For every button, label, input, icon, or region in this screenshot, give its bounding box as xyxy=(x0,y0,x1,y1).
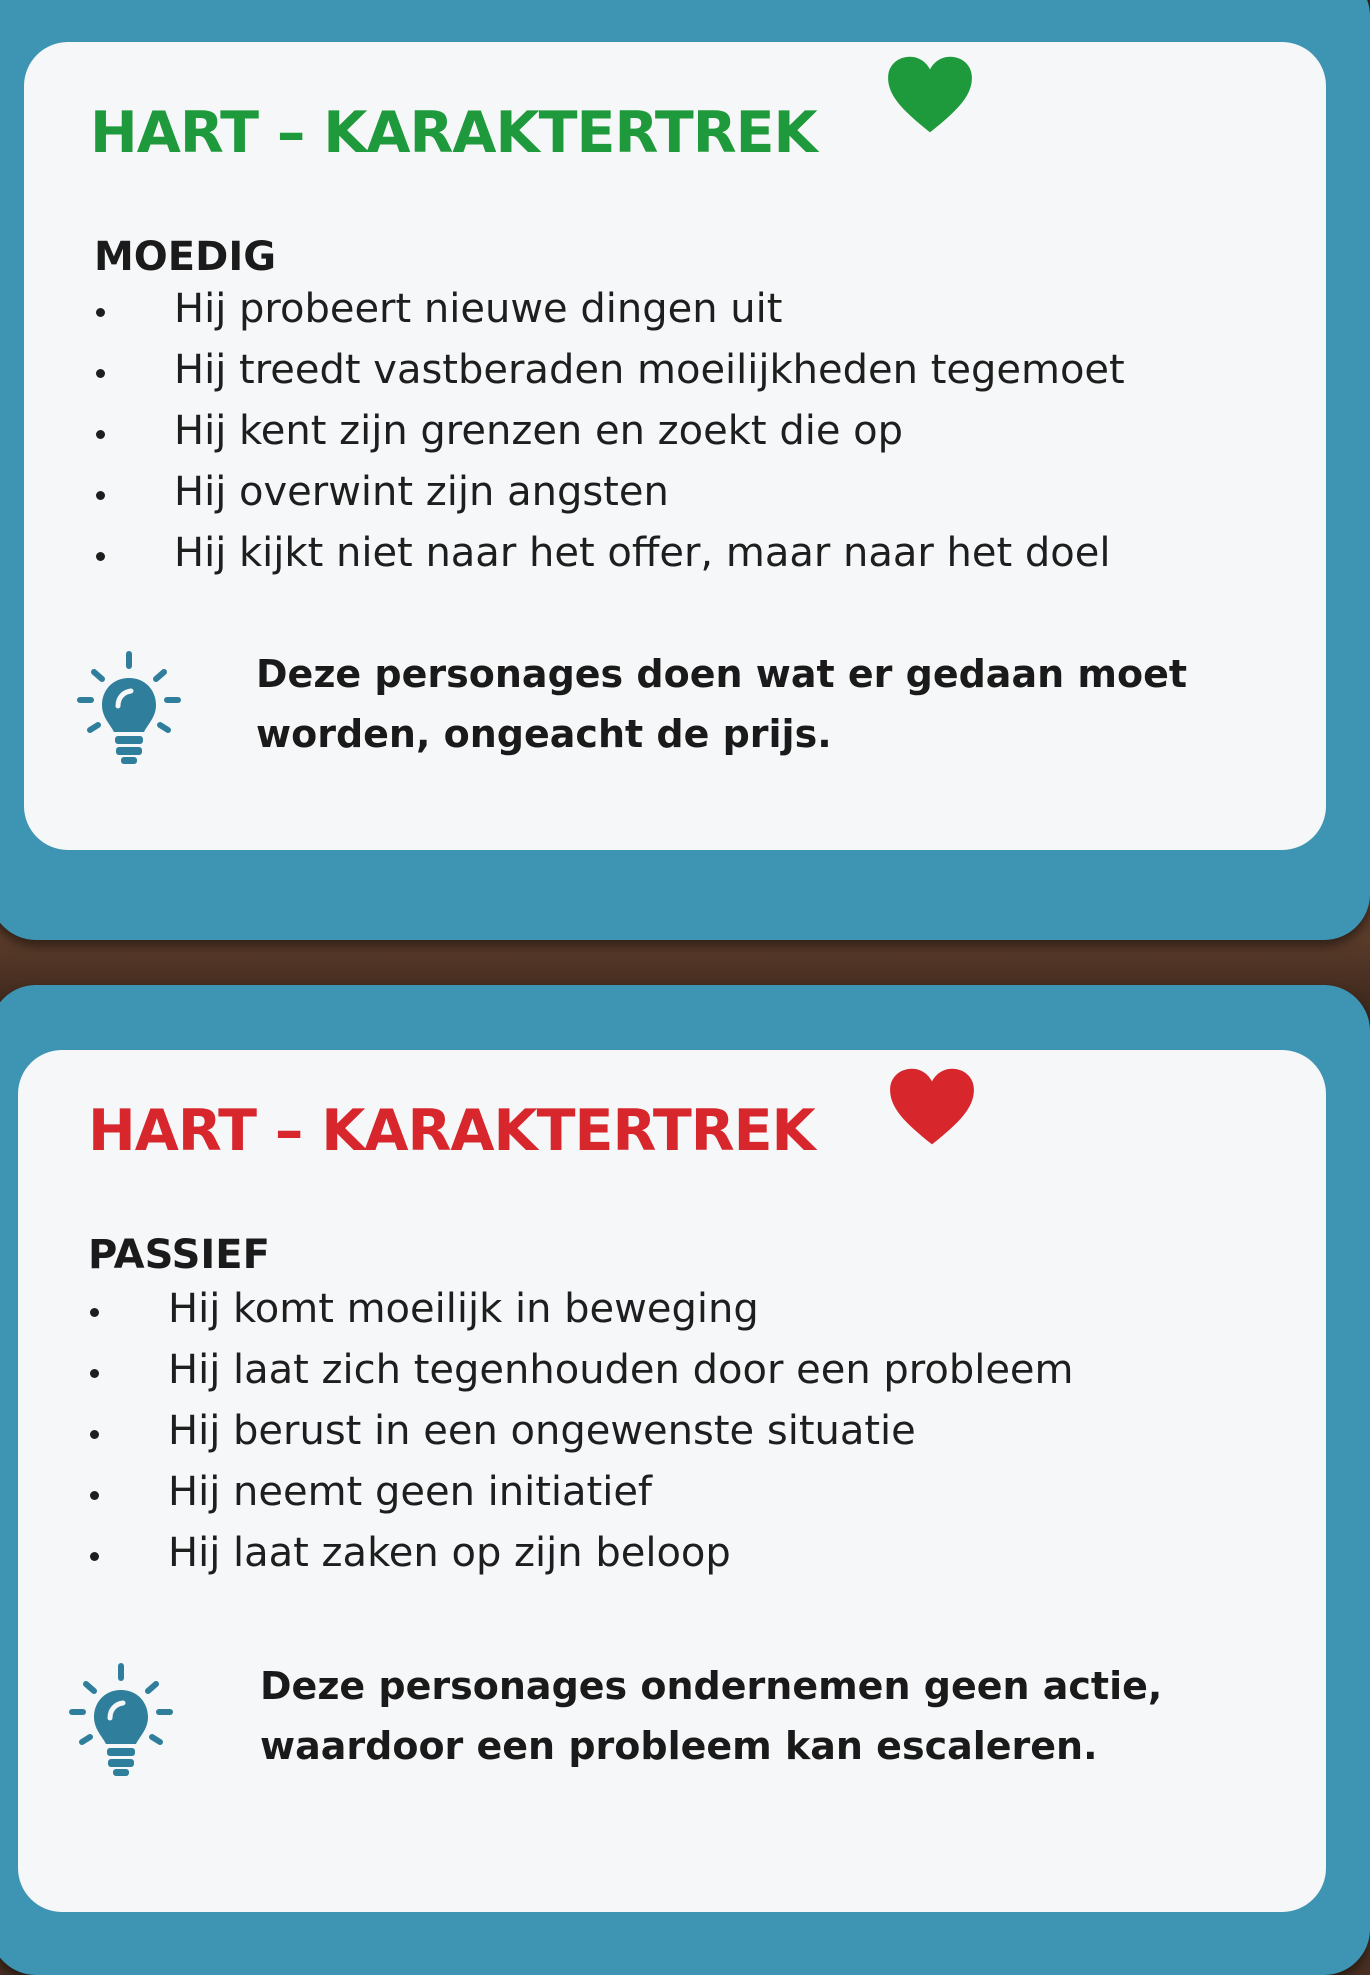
bullet-dot xyxy=(90,1491,99,1500)
bullet-dot xyxy=(96,552,105,561)
trait-card-moedig xyxy=(0,0,1370,940)
trait-name: MOEDIG xyxy=(94,234,277,280)
card-title: HART – KARAKTERTREK xyxy=(88,1098,815,1164)
bullet-dot xyxy=(96,430,105,439)
card-face: HART – KARAKTERTREK MOEDIG Hij probeert nieuwe dingen uit Hij treedt vastberaden moeilijkheden tegemoet Hij kent zijn grenzen en zoekt die op Hij overwint zijn angsten Hij kijkt niet naar het offer, maar naar het doel Deze personages doen wat er gedaan moet worden, ongeacht de prijs. xyxy=(24,42,1326,850)
bullet-dot xyxy=(90,1552,99,1561)
bullet-dot xyxy=(96,369,105,378)
bullet-dot xyxy=(90,1369,99,1378)
lightbulb-icon xyxy=(74,650,184,770)
trait-card-passief xyxy=(0,985,1370,1975)
bullet-dot xyxy=(90,1430,99,1439)
card-note: Deze personages doen wat er gedaan moet worden, ongeacht de prijs. xyxy=(256,652,1188,756)
heart-icon xyxy=(884,54,976,136)
trait-name: PASSIEF xyxy=(88,1232,270,1278)
card-title: HART – KARAKTERTREK xyxy=(90,100,817,166)
bullet-dot xyxy=(96,308,105,317)
card-face: HART – KARAKTERTREK PASSIEF Hij komt moeilijk in beweging Hij laat zich tegenhouden door een probleem Hij berust in een ongewenste situatie Hij neemt geen initiatief Hij laat zaken op zijn beloop Deze personages ondernemen geen actie, waardoor een probleem kan escaleren. xyxy=(18,1050,1326,1912)
bullet-dot xyxy=(96,491,105,500)
lightbulb-icon xyxy=(66,1662,176,1782)
heart-icon xyxy=(886,1066,978,1148)
card-note: Deze personages ondernemen geen actie, waardoor een probleem kan escaleren. xyxy=(260,1664,1163,1768)
bullet-dot xyxy=(90,1308,99,1317)
